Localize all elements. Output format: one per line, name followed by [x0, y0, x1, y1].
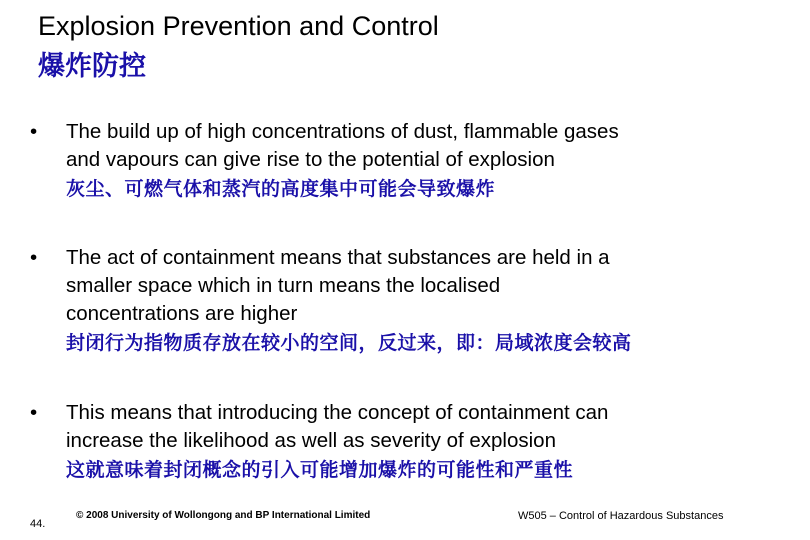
bullet-marker: •	[30, 120, 38, 143]
slide-title-chinese: 爆炸防控	[38, 51, 146, 82]
bullet-marker: •	[30, 246, 38, 269]
bullet-text-chinese: 灰尘、可燃气体和蒸汽的高度集中可能会导致爆炸	[66, 178, 496, 200]
page-number: 44.	[30, 518, 46, 530]
bullet-text-english: This means that introducing the concept of containment can increase the likelihood as well as severity of explosion	[66, 401, 609, 452]
course-label: W505 – Control of Hazardous Substances	[518, 510, 724, 522]
slide-title: Explosion Prevention and Control	[38, 11, 439, 41]
bullet-text-chinese: 封闭行为指物质存放在较小的空间，反过来，即：局域浓度会较高	[66, 332, 632, 354]
bullet-item	[30, 244, 632, 358]
copyright-notice: © 2008 University of Wollongong and BP International Limited	[76, 510, 371, 521]
bullet-text-english: The act of containment means that substances are held in a smaller space which in turn means the localised concentrations are higher	[66, 246, 610, 325]
bullet-text-chinese: 这就意味着封闭概念的引入可能增加爆炸的可能性和严重性	[66, 459, 574, 481]
bullet-text-english: The build up of high concentrations of dust, flammable gases and vapours can give rise to the potential of explosion	[66, 120, 619, 171]
bullet-item	[30, 118, 619, 204]
bullet-item	[30, 399, 608, 485]
bullet-marker: •	[30, 401, 38, 424]
